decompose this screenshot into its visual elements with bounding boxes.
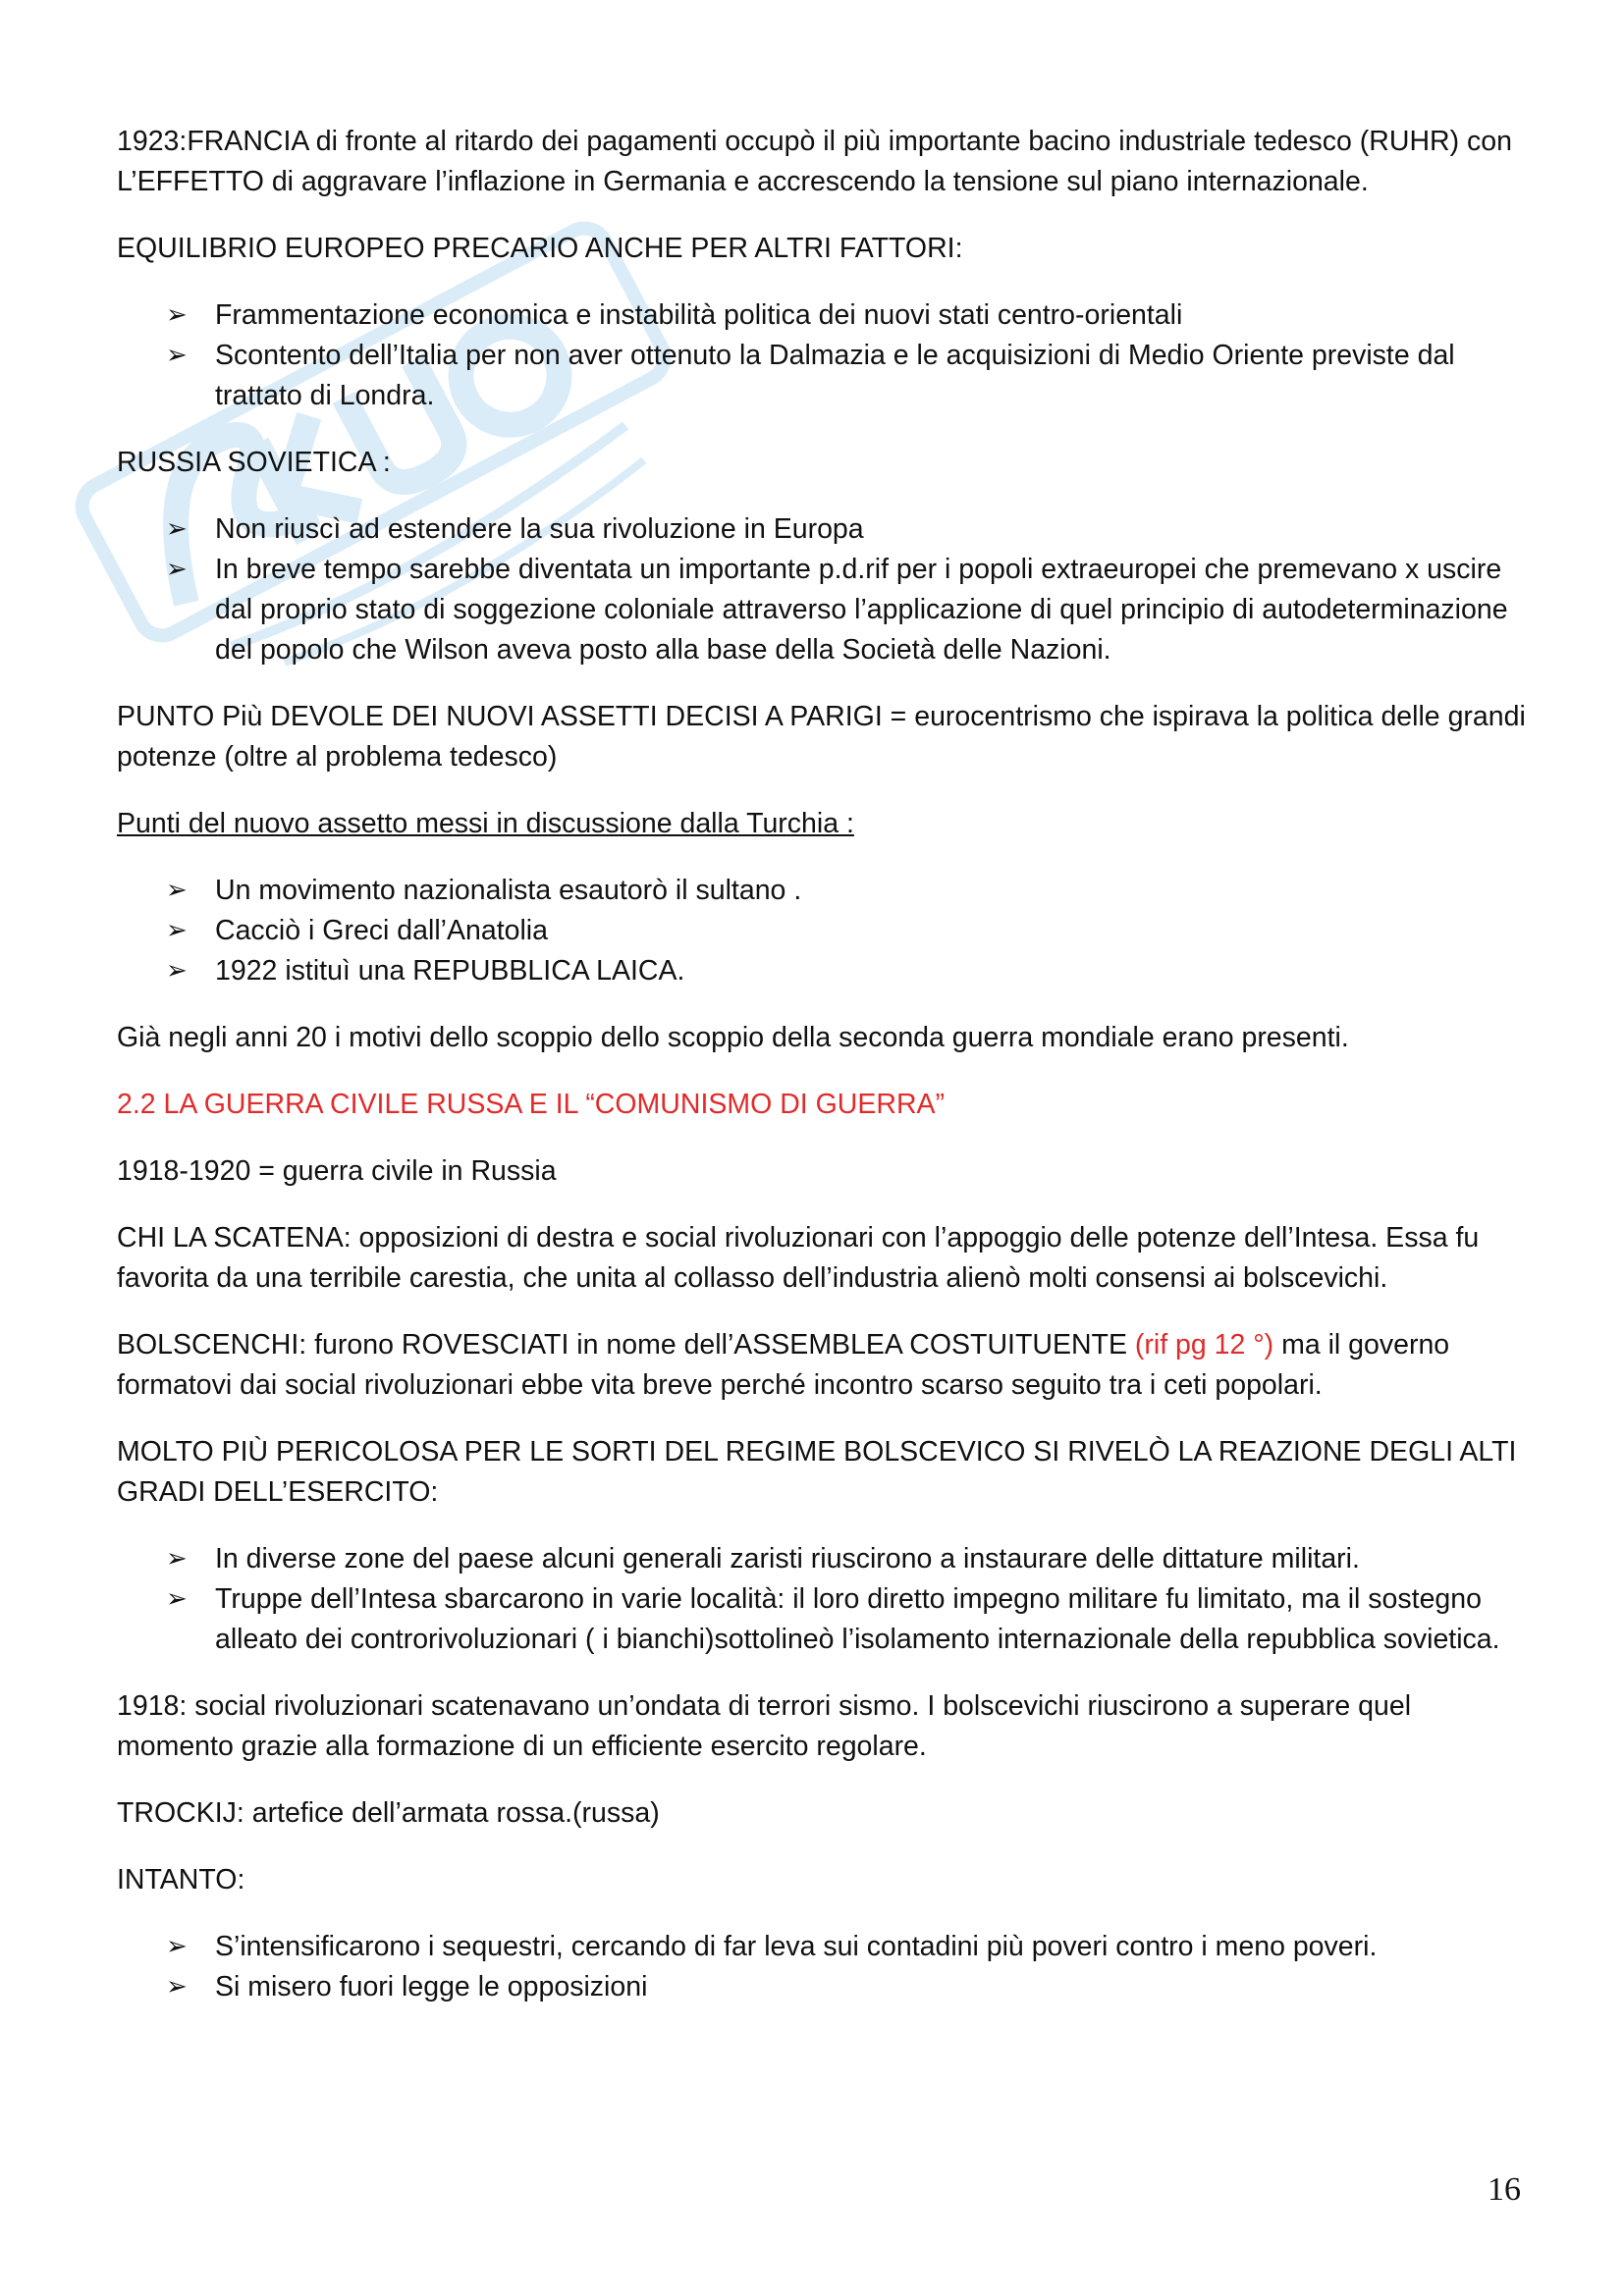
list-item: ➢ In breve tempo sarebbe diventata un importante p.d.rif per i popoli extraeuropei che premevano x uscire dal proprio stato di soggezione coloniale attraverso l’applicazione di quel principio di autodeterminazione del popolo che Wilson aveva posto alla base della Società delle Nazioni.	[117, 550, 1531, 670]
paragraph-intanto: INTANTO:	[117, 1864, 245, 1896]
arrow-bullet-icon: ➢	[166, 1584, 188, 1614]
section-heading: 2.2 LA GUERRA CIVILE RUSSA E IL “COMUNISMO DI GUERRA”	[117, 1089, 946, 1120]
arrow-bullet-icon: ➢	[166, 956, 188, 986]
paragraph-trockij: TROCKIJ: artefice dell’armata rossa.(russa)	[117, 1797, 660, 1829]
list-item: ➢ Frammentazione economica e instabilità politica dei nuovi stati centro-orientali	[117, 295, 1531, 336]
paragraph-equilibrio-europeo: EQUILIBRIO EUROPEO PRECARIO ANCHE PER ALTRI FATTORI:	[117, 233, 963, 264]
arrow-bullet-icon: ➢	[166, 1544, 188, 1574]
list-intanto	[117, 1927, 1531, 2007]
list-item: ➢ S’intensificarono i sequestri, cercando di far leva sui contadini più poveri contro i meno poveri.	[117, 1927, 1531, 1967]
paragraph-punti-turchia: Punti del nuovo assetto messi in discussione dalla Turchia :	[117, 808, 854, 839]
list-item: ➢ Si misero fuori legge le opposizioni	[117, 1967, 1531, 2007]
paragraph-guerra-civile: 1918-1920 = guerra civile in Russia	[117, 1155, 557, 1187]
arrow-bullet-icon: ➢	[166, 1932, 188, 1961]
page-reference: (rif pg 12 °)	[1134, 1329, 1274, 1361]
paragraph-reazione-esercito: MOLTO PIÙ PERICOLOSA PER LE SORTI DEL REGIME BOLSCEVICO SI RIVELÒ LA REAZIONE DEGLI ALTI GRADI DELL’ESERCITO:	[117, 1436, 1517, 1508]
arrow-bullet-icon: ➢	[166, 876, 188, 905]
arrow-bullet-icon: ➢	[166, 916, 188, 945]
list-item: ➢ Scontento dell’Italia per non aver ottenuto la Dalmazia e le acquisizioni di Medio Oriente previste dal trattato di Londra.	[117, 336, 1531, 416]
list-reazione-esercito	[117, 1539, 1531, 1660]
paragraph-russia-sovietica: RUSSIA SOVIETICA :	[117, 447, 391, 478]
arrow-bullet-icon: ➢	[166, 555, 188, 584]
paragraph-bolscenchi: BOLSCENCHI: furono ROVESCIATI in nome dell’ASSEMBLEA COSTUITUENTE (rif pg 12 °) ma il governo formatovi dai social rivoluzionari ebbe vita breve perché incontro scarso seguito tra i ceti popolari.	[117, 1329, 1450, 1401]
list-item: ➢ In diverse zone del paese alcuni generali zaristi riuscirono a instaurare delle dittature militari.	[117, 1539, 1531, 1579]
list-item: ➢ Non riuscì ad estendere la sua rivoluzione in Europa	[117, 509, 1531, 550]
arrow-bullet-icon: ➢	[166, 1972, 188, 2002]
page-number: 16	[1488, 2171, 1521, 2208]
paragraph-francia-ruhr: 1923:FRANCIA di fronte al ritardo dei pagamenti occupò il più importante bacino industriale tedesco (RUHR) con L’EFFETTO di aggravare l’inflazione in Germania e accrescendo la tensione sul piano internazionale.	[117, 126, 1512, 197]
paragraph-chi-la-scatena: CHI LA SCATENA: opposizioni di destra e social rivoluzionari con l’appoggio delle potenze dell’Intesa. Essa fu favorita da una terribile carestia, che unita al collasso dell’industria alienò molti consensi ai bolscevichi.	[117, 1222, 1480, 1294]
arrow-bullet-icon: ➢	[166, 341, 188, 370]
list-item: ➢ 1922 istituì una REPUBBLICA LAICA.	[117, 951, 1531, 991]
document-page	[117, 122, 1531, 2034]
list-russia-sovietica	[117, 509, 1531, 670]
paragraph-terrorismo: 1918: social rivoluzionari scatenavano un’ondata di terrori sismo. I bolscevichi riuscirono a superare quel momento grazie alla formazione di un efficiente esercito regolare.	[117, 1690, 1412, 1762]
list-item: ➢ Cacciò i Greci dall’Anatolia	[117, 911, 1531, 951]
list-item: ➢ Truppe dell’Intesa sbarcarono in varie località: il loro diretto impegno militare fu limitato, ma il sostegno alleato dei controrivoluzionari ( i bianchi)sottolineò l’isolamento internazionale della repubblica sovietica.	[117, 1579, 1531, 1660]
list-item: ➢ Un movimento nazionalista esautorò il sultano .	[117, 871, 1531, 911]
list-altri-fattori	[117, 295, 1531, 416]
paragraph-anni-20: Già negli anni 20 i motivi dello scoppio dello scoppio della seconda guerra mondiale erano presenti.	[117, 1022, 1349, 1053]
list-turchia	[117, 871, 1531, 991]
arrow-bullet-icon: ➢	[166, 300, 188, 330]
arrow-bullet-icon: ➢	[166, 514, 188, 544]
paragraph-punto-debole: PUNTO Più DEVOLE DEI NUOVI ASSETTI DECISI A PARIGI = eurocentrismo che ispirava la politica delle grandi potenze (oltre al problema tedesco)	[117, 701, 1526, 773]
